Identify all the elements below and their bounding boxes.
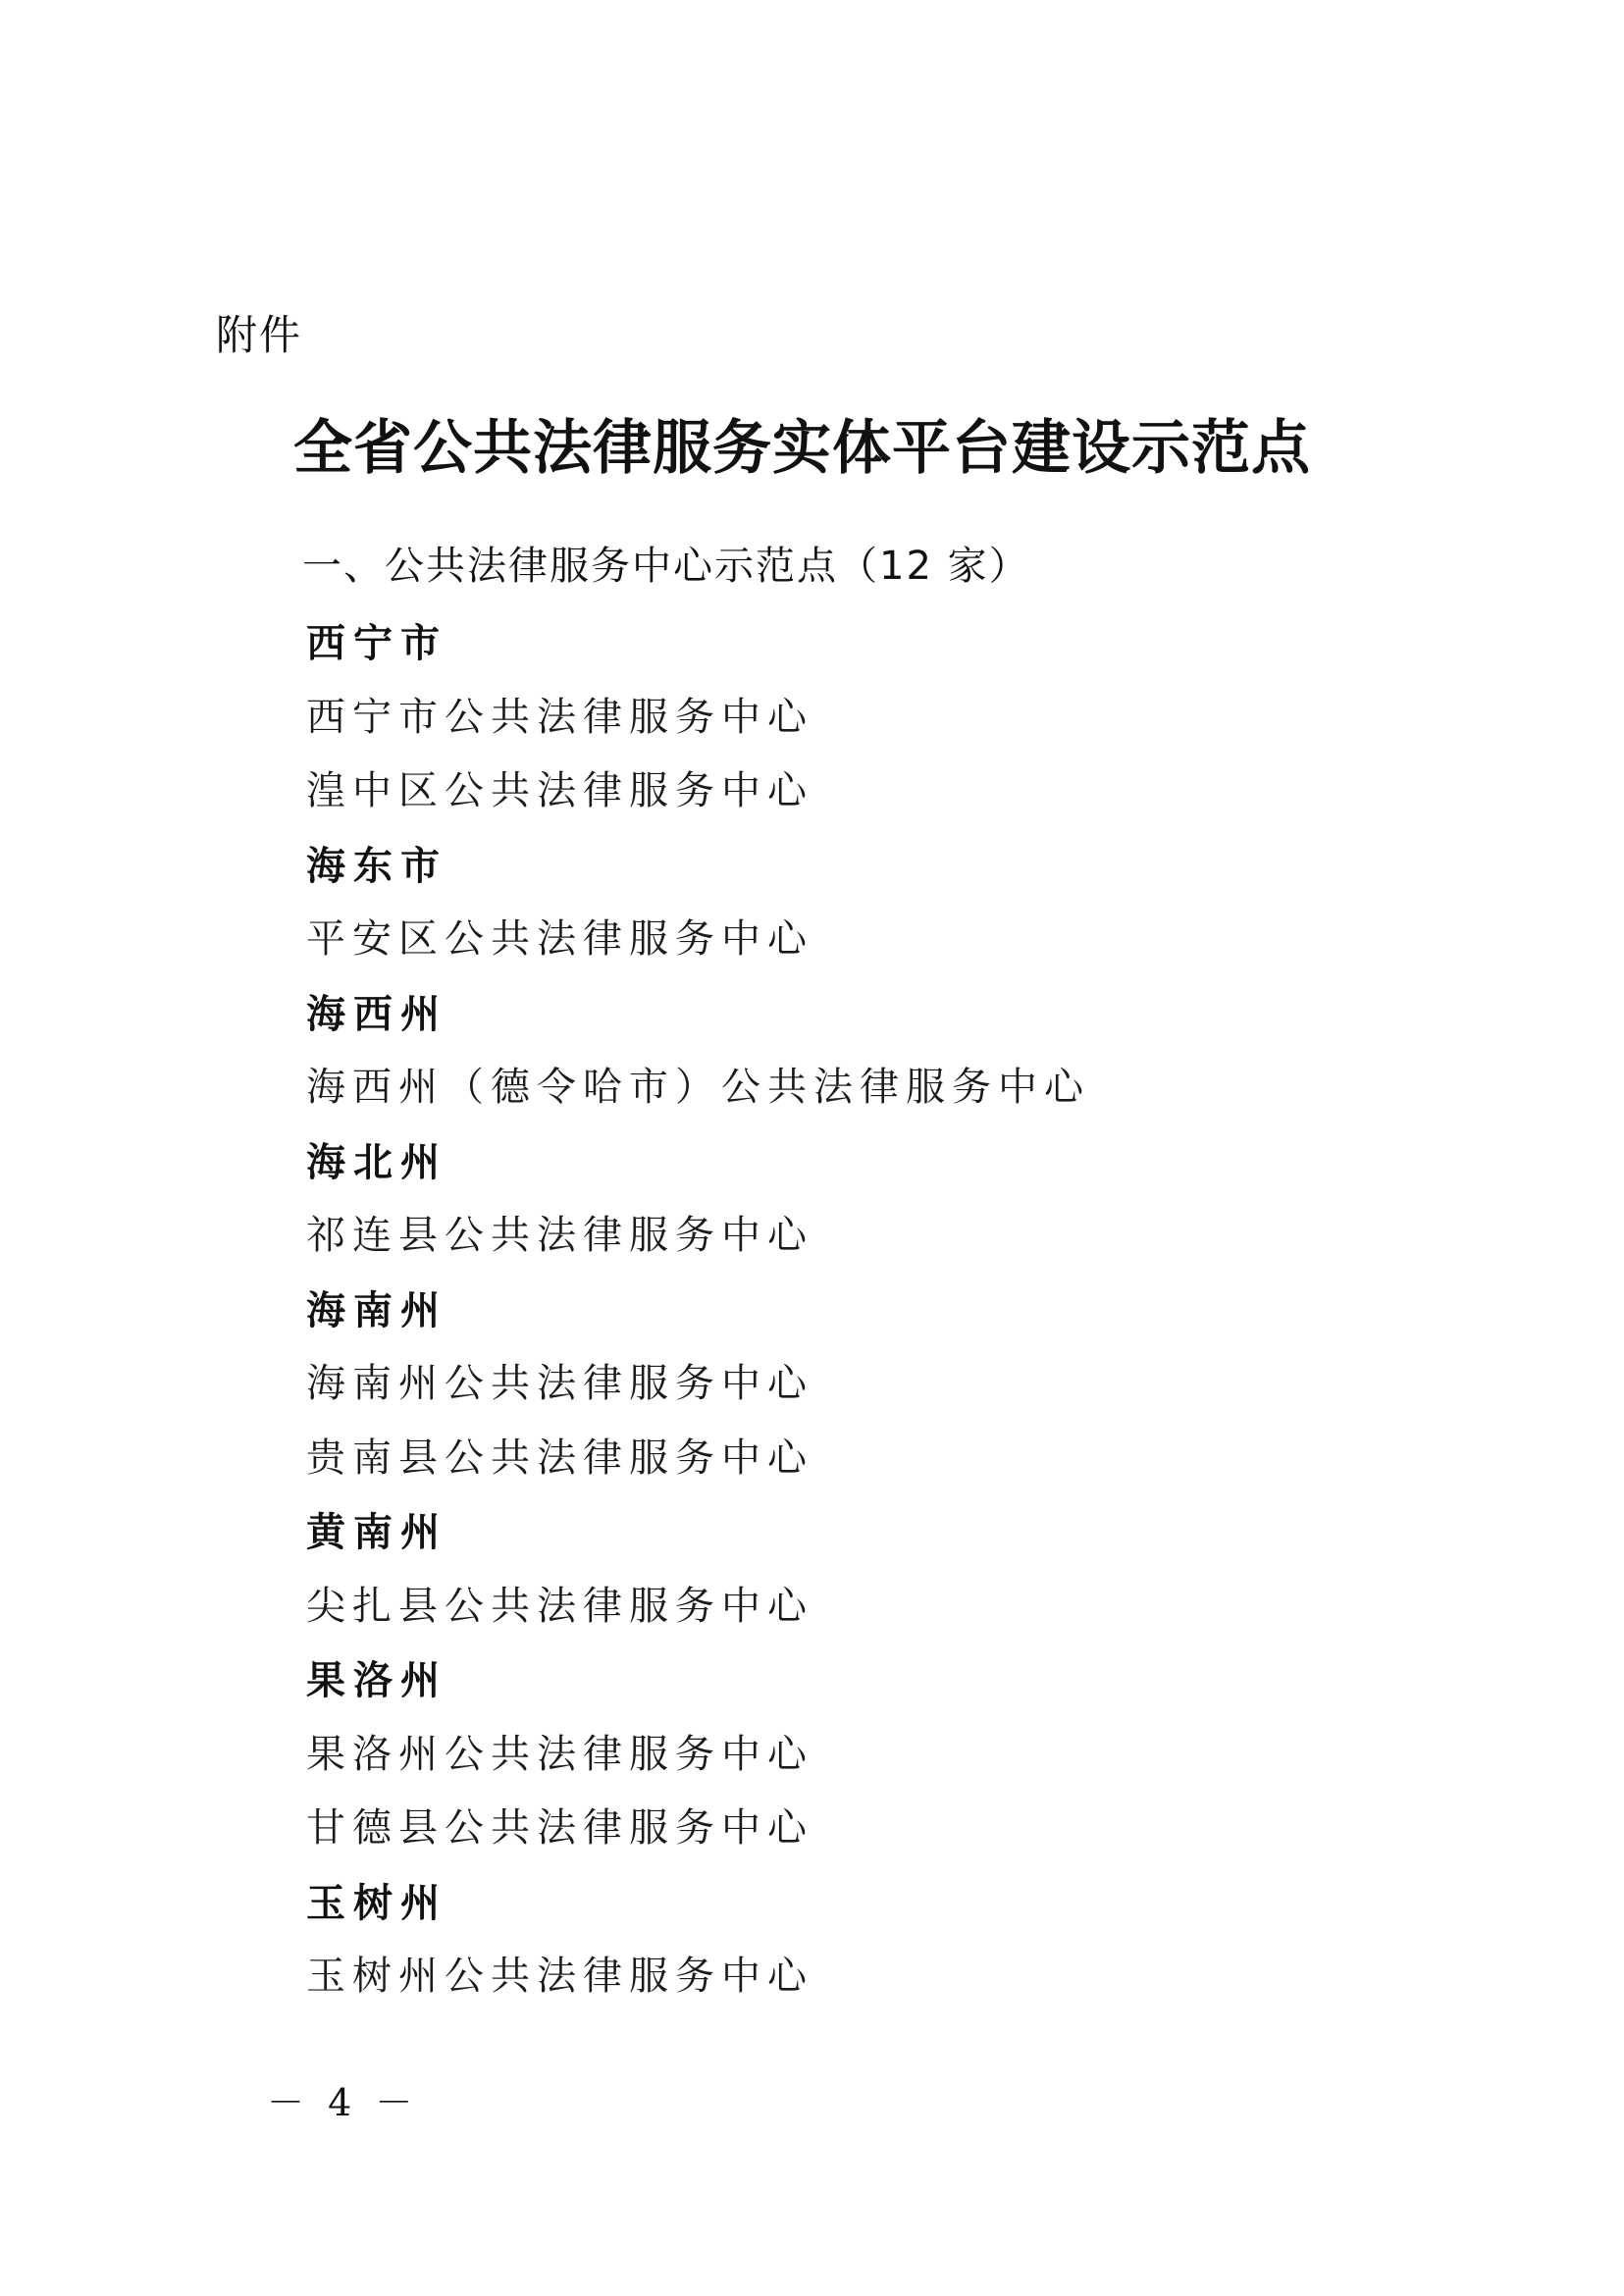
- center-item: 果洛州公共法律服务中心: [306, 1731, 813, 1777]
- section-heading: 一、公共法律服务中心示范点（12 家）: [302, 544, 1030, 589]
- center-item: 海西州（德令哈市）公共法律服务中心: [306, 1065, 1090, 1110]
- center-item: 西宁市公共法律服务中心: [306, 694, 813, 740]
- region-heading: 黄南州: [306, 1509, 447, 1555]
- center-item: 湟中区公共法律服务中心: [306, 768, 813, 813]
- region-heading: 海西州: [306, 990, 447, 1037]
- region-heading: 玉树州: [306, 1879, 447, 1926]
- center-item: 海南州公共法律服务中心: [306, 1361, 813, 1406]
- region-heading: 西宁市: [306, 620, 447, 666]
- region-heading: 海东市: [306, 842, 447, 889]
- page-number: － 4 －: [267, 2081, 419, 2124]
- center-item: 甘德县公共法律服务中心: [306, 1805, 813, 1851]
- attachment-label: 附件: [216, 311, 303, 359]
- region-heading: 海南州: [306, 1286, 447, 1333]
- center-list: [306, 606, 1386, 2014]
- region-heading: 海北州: [306, 1138, 447, 1185]
- region-heading: 果洛州: [306, 1657, 447, 1703]
- center-item: 尖扎县公共法律服务中心: [306, 1583, 813, 1629]
- center-item: 祁连县公共法律服务中心: [306, 1213, 813, 1258]
- center-item: 玉树州公共法律服务中心: [306, 1954, 813, 1999]
- center-item: 贵南县公共法律服务中心: [306, 1435, 813, 1481]
- center-item: 平安区公共法律服务中心: [306, 916, 813, 962]
- document-title: 全省公共法律服务实体平台建设示范点: [293, 414, 1311, 483]
